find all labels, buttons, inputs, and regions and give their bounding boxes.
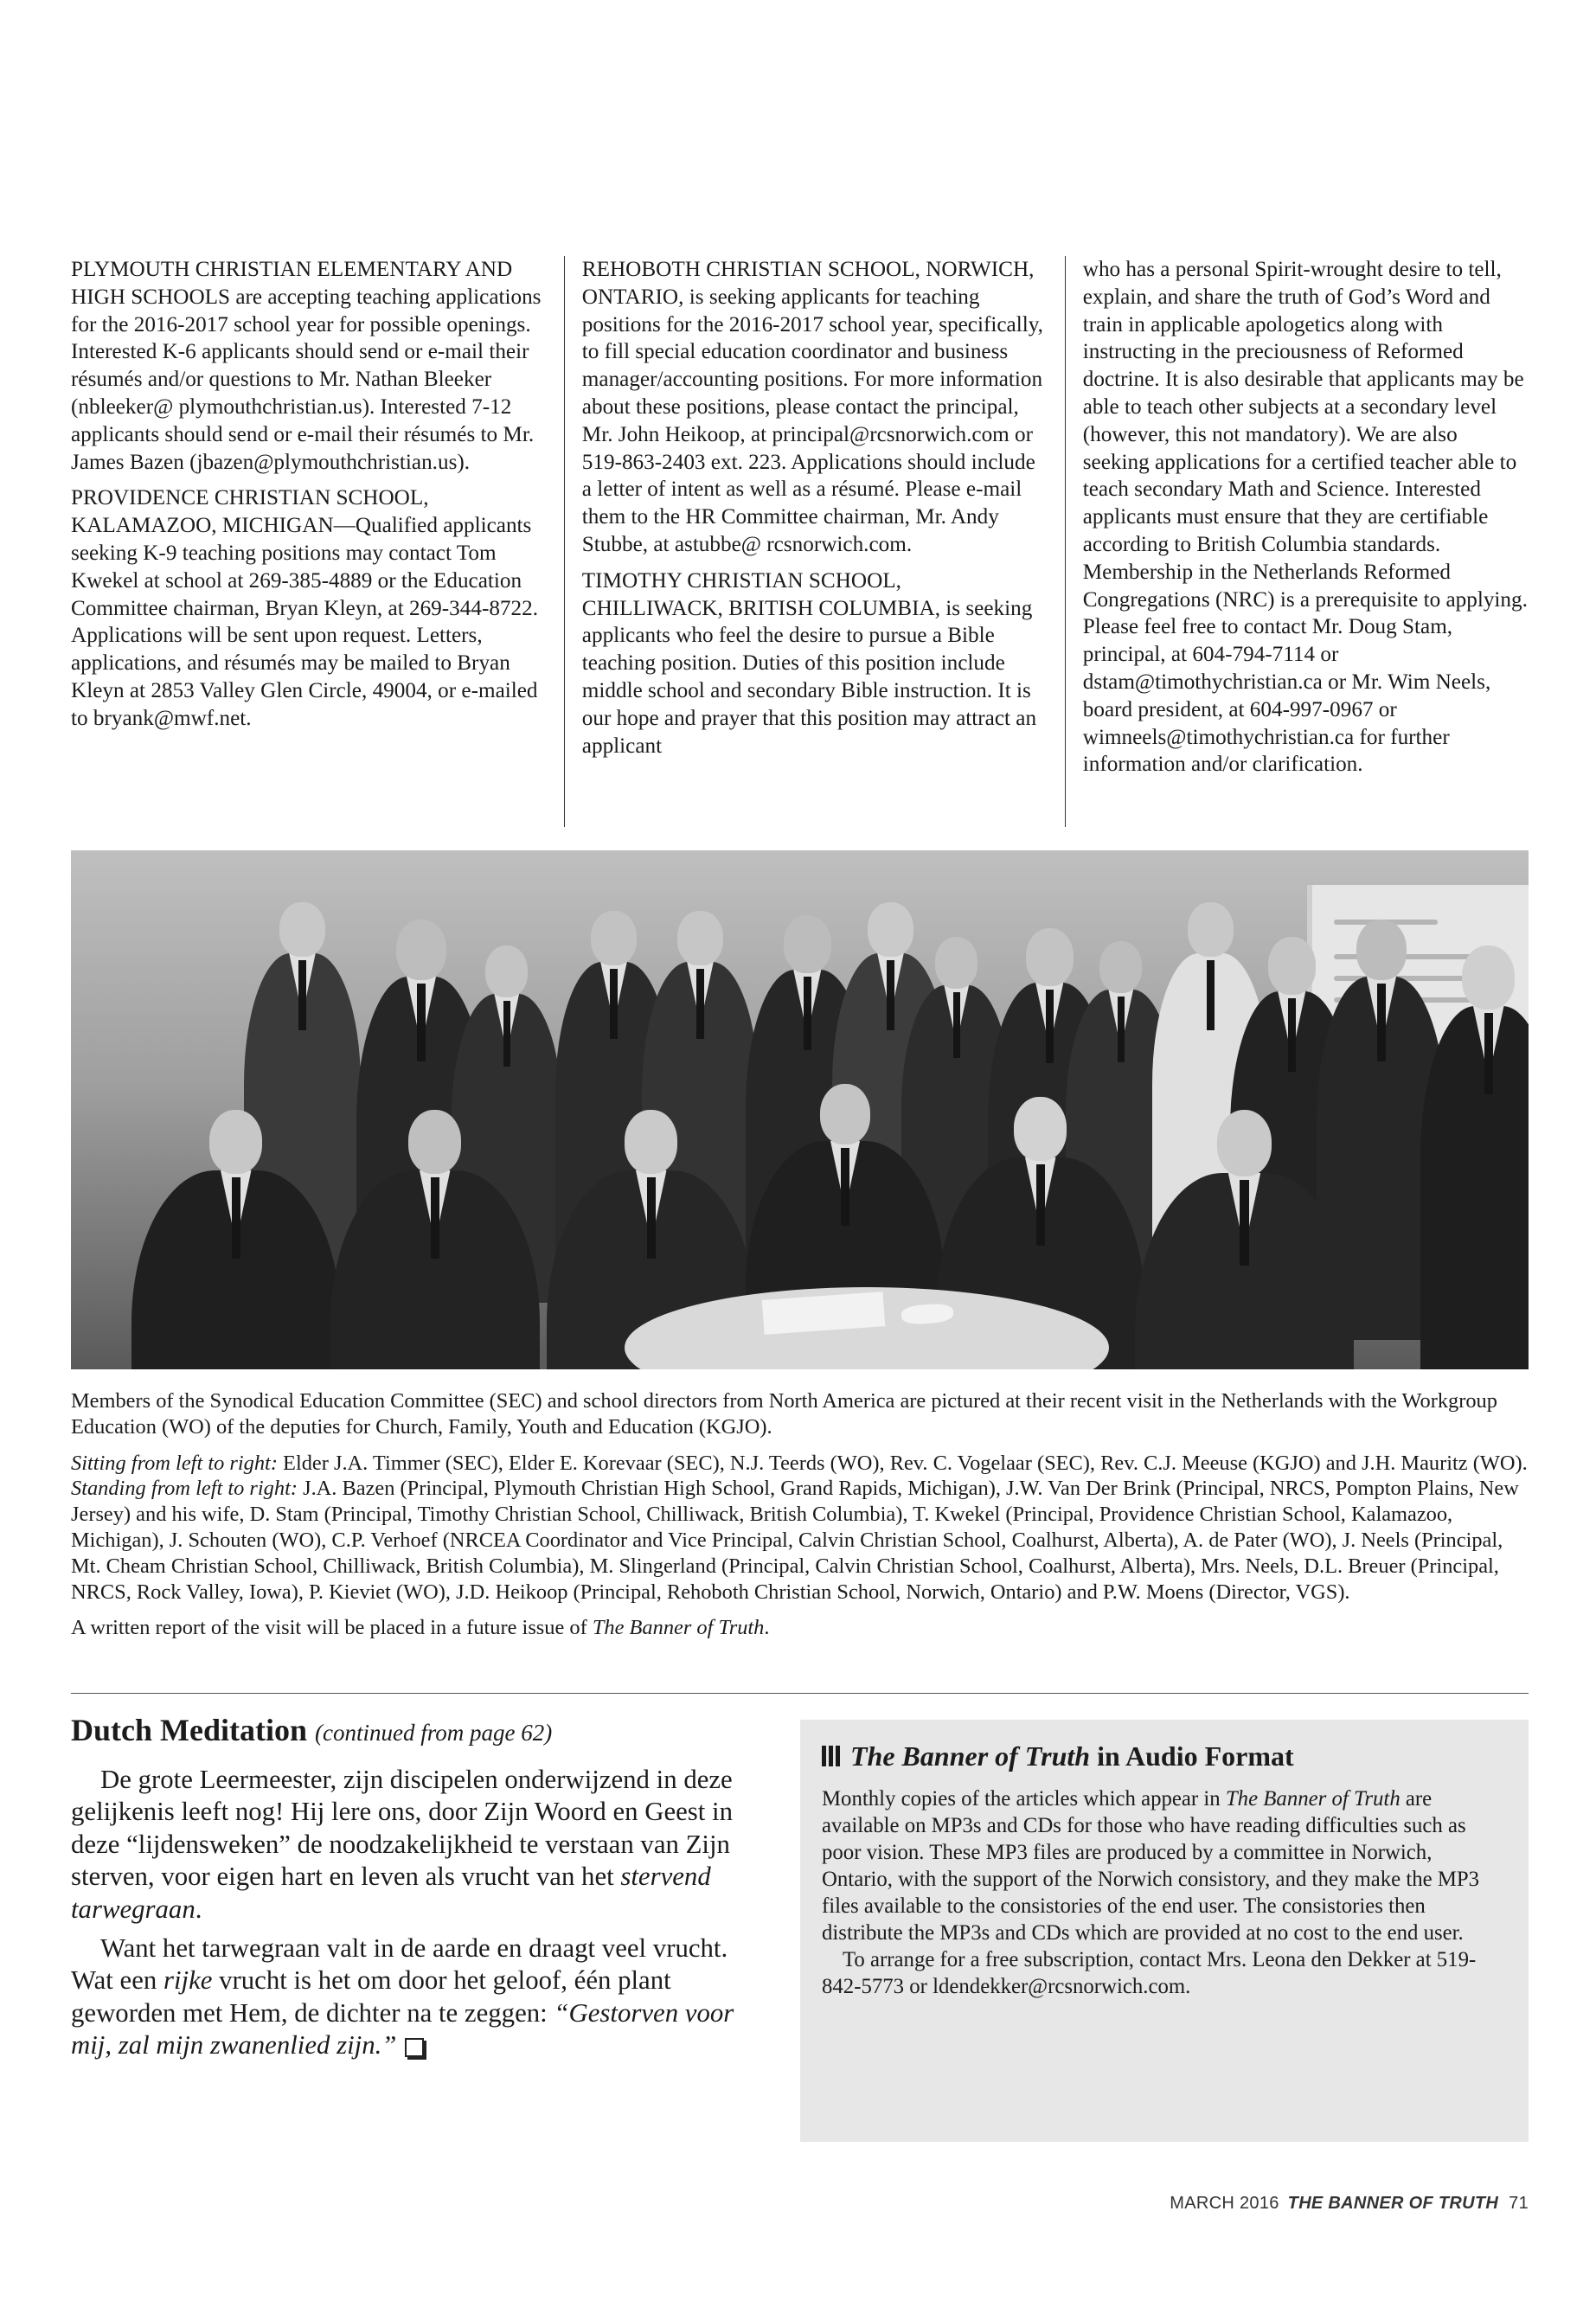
audio-title-magazine: The Banner of Truth [850, 1740, 1091, 1772]
report-period: . [764, 1616, 770, 1640]
text-run: are available on MP3s and CDs for those who have reading difficulties such as poor vision. These MP3 files are produced by a committee in Norwich, Ontario, with the support of the Norwich consistory, and they make the MP3 files available to the consistories of the end user. The consistories then distribute the MP3s and CDs which are provided at no cost to the end user. [822, 1787, 1480, 1945]
footer-magazine: THE BANNER OF TRUTH [1287, 2194, 1499, 2213]
emphasis: stervend tarwegraan [71, 1862, 711, 1924]
ad-providence [71, 484, 547, 732]
audio-paragraph: To arrange for a free subscription, contact Mrs. Leona den Dekker at 519-842-5773 or ldendekker@rcsnorwich.com. [822, 1948, 1477, 1998]
ad-plymouth [71, 256, 547, 476]
meditation-body [71, 1764, 763, 2062]
section-divider [71, 1693, 1529, 1694]
ad-text: —Qualified applicants seeking K-9 teaching positions may contact Tom Kwekel at school at 269-385-4889 or the Education Committee chairman, Bryan Kleyn, at 269-344-8722. Applications will be sent upon request. Letters, applications, and résumés may be mailed to Bryan Kleyn at 2853 Valley Glen Circle, 49004, or e-mailed to bryank@mwf.net. [71, 514, 539, 730]
sitting-label: Sitting from left to right: [71, 1451, 278, 1475]
audio-title [822, 1739, 1507, 1773]
ad-text: , is seeking applicants for teaching positions for the 2016-2017 school year, specifically, to fill special education coordinator and business manager/accounting positions. For more information about these positions, please contact the principal, Mr. John Heikoop, at principal@rcsnorwich.com or 519-863-2403 ext. 223. Applications should include a letter of intent as well as a résumé. Please e-mail them to the HR Committee chairman, Mr. Andy Stubbe, at astubbe@ rcsnorwich.com. [581, 285, 1043, 556]
ad-heading: REHOBOTH CHRISTIAN SCHOOL, NORWICH, ONTARIO [581, 258, 1035, 309]
text-run: . [195, 1894, 202, 1924]
text-run: Monthly copies of the articles which appear in [822, 1787, 1226, 1811]
job-ads [71, 256, 1529, 827]
text-run: De grote Leermeester, zijn discipelen onderwijzend in deze gelijkenis leeft nog! Hij lere ons, door Zijn Woord en Geest in deze “lijdensweken” de noodzakelijkheid te verstaan van Zijn sterven, voor eigen hart en leven als vrucht van het [71, 1765, 733, 1892]
meditation-continued: (continued from page 62) [315, 1720, 553, 1746]
dutch-meditation [71, 1711, 763, 2062]
caption-intro: Members of the Synodical Education Committee (SEC) and school directors from North America are pictured at their recent visit in the Netherlands with the Workgroup Education (WO) of the deputies for Church, Family, Youth and Education (KGJO). [71, 1389, 1497, 1439]
ad-column-1 [71, 256, 564, 827]
standing-names: J.A. Bazen (Principal, Plymouth Christian High School, Grand Rapids, Michigan), J.W. Van Der Brink (Principal, NRCS, Pompton Plains, New Jersey) and his wife, D. Stam (Principal, Timothy Christian School, Chilliwack, British Columbia), T. Kwekel (Principal, Providence Christian School, Kalamazoo, Michigan), J. Schouten (WO), C.P. Verhoef (NRCEA Coordinator and Vice Principal, Calvin Christian School, Coalhurst, Alberta), A. de Pater (WO), J. Neels (Principal, Mt. Cheam Christian School, Chilliwack, British Columbia), M. Slingerland (Principal, Calvin Christian School, Coalhurst, Alberta), Mrs. Neels, D.L. Breuer (Principal, NRCS, Rock Valley, Iowa), P. Kieviet (WO), J.D. Heikoop (Principal, Rehoboth Christian School, Norwich, Ontario) and P.W. Moens (Director, VGS). [71, 1477, 1519, 1604]
page-number: 71 [1509, 2194, 1529, 2213]
end-of-article-icon [405, 2038, 424, 2057]
ad-column-3 [1065, 256, 1529, 827]
meditation-paragraph [71, 1764, 763, 1926]
audio-title-rest: in Audio Format [1090, 1740, 1294, 1772]
ad-heading: PLYMOUTH CHRISTIAN ELEMENTARY AND HIGH SCHOOLS [71, 258, 513, 309]
audio-body [822, 1785, 1507, 2000]
ad-text: are accepting teaching applications for the 2016-2017 school year for possible openings. Interested K-6 applicants should send or e-mail their résumés and/or questions to Mr. Nathan Bleeker (nbleeker@ plymouthchristian.us). Interested 7-12 applicants should send or e-mail their résumés to Mr. James Bazen (jbazen@plymouthchristian.us). [71, 285, 542, 474]
audio-format-box [800, 1720, 1529, 2142]
meditation-title [71, 1711, 763, 1752]
text-run: vrucht is het om door het geloof, één plant geworden met Hem, de dichter na te zeggen: [71, 1965, 671, 2028]
ad-heading: TIMOTHY CHRISTIAN SCHOOL, CHILLIWACK, BRITISH COLUMBIA [581, 568, 935, 620]
ad-heading: PROVIDENCE CHRISTIAN SCHOOL, KALAMAZOO, MICHIGAN [71, 486, 429, 538]
emphasis: The Banner of Truth [1225, 1787, 1401, 1811]
sitting-names: Elder J.A. Timmer (SEC), Elder E. Korevaar (SEC), N.J. Teerds (WO), Rev. C. Vogelaar (SEC), Rev. C.J. Meeuse (KGJO) and J.H. Mauritz (WO). [277, 1451, 1528, 1475]
report-text: A written report of the visit will be placed in a future issue of [71, 1616, 593, 1640]
audio-bars-icon [822, 1746, 840, 1766]
group-photo [71, 850, 1529, 1369]
footer-date: MARCH 2016 [1170, 2194, 1279, 2213]
photo-caption [71, 1388, 1529, 1651]
page-footer [1170, 2194, 1529, 2214]
ad-timothy [582, 567, 1048, 760]
caption-report [71, 1615, 1529, 1641]
report-magazine-title: The Banner of Truth [592, 1616, 765, 1640]
ad-rehoboth [582, 256, 1048, 559]
ad-text: , is seeking applicants who feel the desire to pursue a Bible teaching position. Duties of this position include middle school and secondary Bible instruction. It is our hope and prayer that this position may attract an applicant [581, 596, 1037, 758]
caption-names [71, 1451, 1529, 1606]
ad-timothy-continued: who has a personal Spirit-wrought desire to tell, explain, and share the truth of God’s Word and train in applicable apologetics along with instructing in the preciousness of Reformed doctrine. It is also desirable that applicants may be able to teach other subjects at a secondary level (however, this not mandatory). We are also seeking applications for a certified teacher able to teach secondary Math and Science. Interested applicants must ensure that they are certifiable according to British Columbia standards. Membership in the Netherlands Reformed Congregations (NRC) is a prerequisite to applying. Please feel free to contact Mr. Doug Stam, principal, at 604-794-7114 or dstam@timothychristian.ca or Mr. Wim Neels, board president, at 604-997-0967 or wimneels@timothychristian.ca for further information and/or clarification. [1082, 258, 1528, 777]
standing-label: Standing from left to right: [71, 1477, 298, 1501]
meditation-paragraph [71, 1932, 763, 2062]
text-run: Want het tarwegraan valt in de aarde en draagt veel vrucht. Wat een [71, 1933, 728, 1996]
emphasis: rijke [163, 1965, 213, 1996]
quote: “Gestorven voor mij, zal mijn zwanenlied zijn.” [71, 1997, 734, 2061]
ad-column-2 [564, 256, 1065, 827]
audio-paragraph [822, 1785, 1507, 1946]
meditation-heading: Dutch Meditation [71, 1713, 307, 1747]
